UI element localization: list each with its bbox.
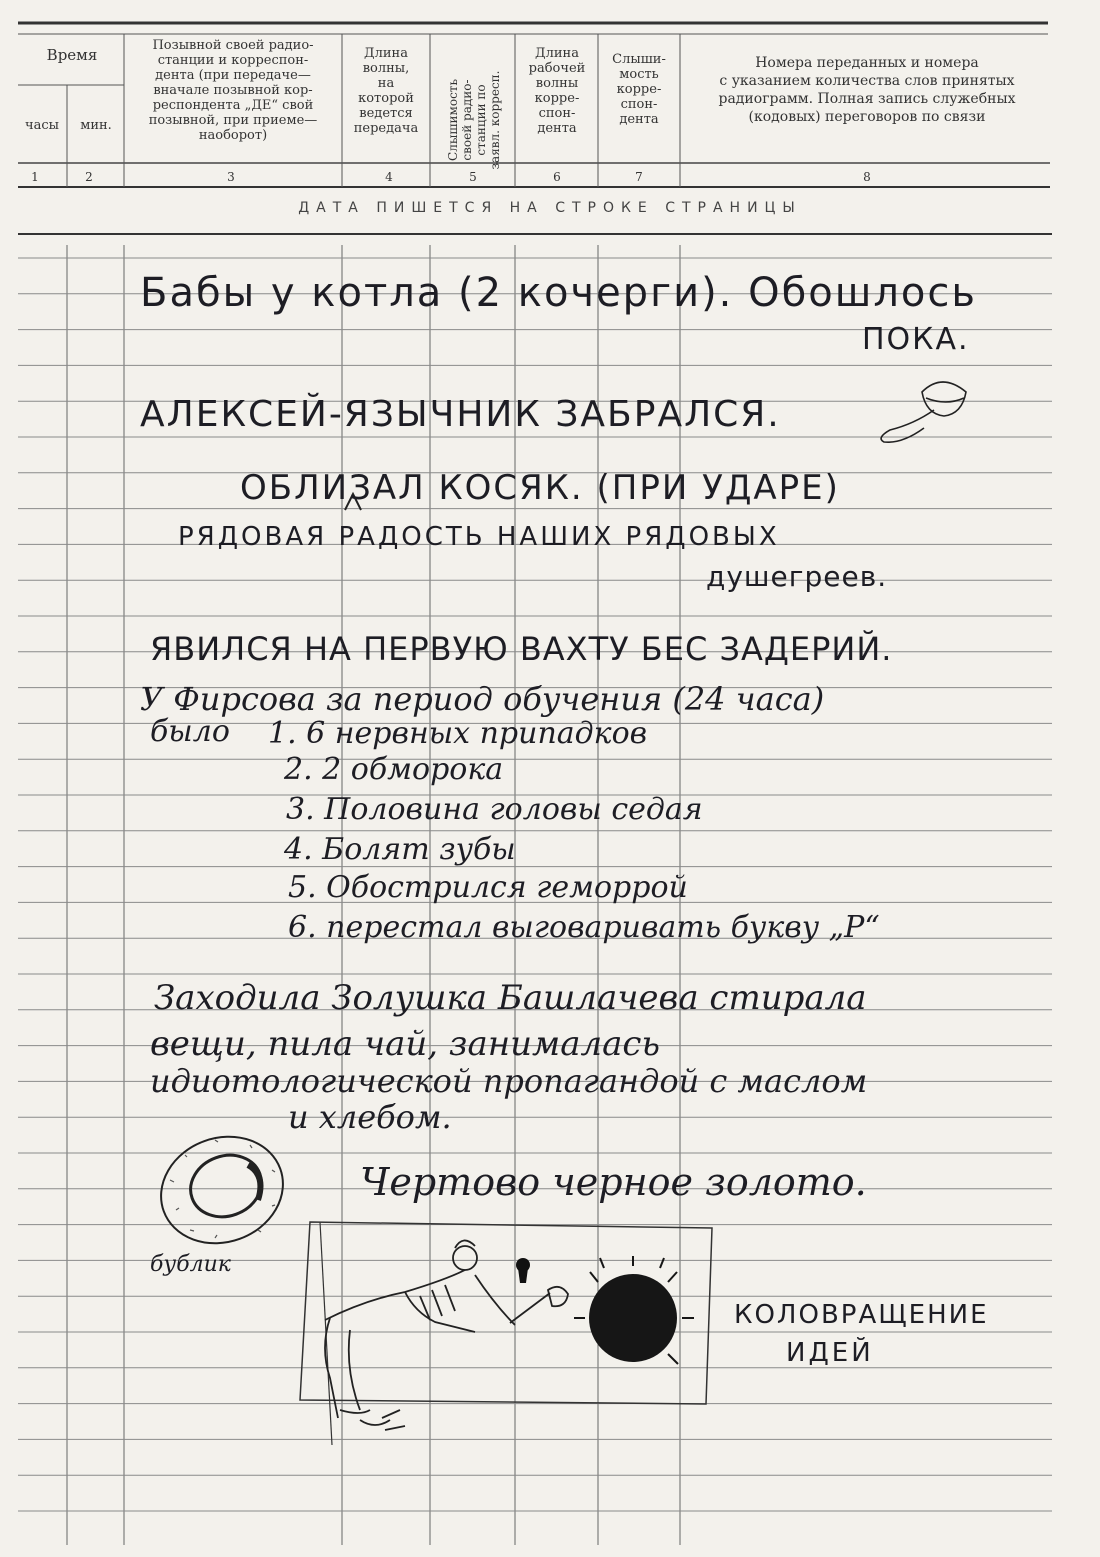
keyhole-icon bbox=[516, 1258, 530, 1283]
col-number-3: 3 bbox=[227, 170, 235, 184]
header-audibility-own: Слышимость своей радио-станции по заявл. корресп. bbox=[446, 70, 502, 170]
entry-line-6: У Фирсова за период обучения (24 часа) bbox=[140, 680, 825, 718]
paragraph-line-2: вещи, пила чай, занималась bbox=[150, 1024, 660, 1064]
col-number-1: 1 bbox=[31, 170, 39, 184]
paragraph-line-3: идиотологической пропагандой с маслом bbox=[150, 1062, 868, 1100]
header-work-wave: Длина рабочей волны корре- спон- дента bbox=[528, 46, 586, 136]
header-wavelength: Длина волны, на которой ведется передача bbox=[353, 46, 419, 136]
bublik-drawing bbox=[146, 1120, 298, 1260]
col-number-4: 4 bbox=[385, 170, 393, 184]
kolovrashchenie-line-2: ИДЕЙ bbox=[786, 1338, 874, 1368]
entry-line-3: ОБЛИЗАЛ КОСЯК. (ПРИ УДАРЕ) bbox=[240, 468, 840, 508]
entry-line-2: АЛЕКСЕЙ-ЯЗЫЧНИК ЗАБРАЛСЯ. bbox=[140, 394, 781, 435]
header-minutes: мин. bbox=[80, 118, 112, 133]
header-audibility-corr: Слыши- мость корре- спон- дента bbox=[612, 52, 666, 127]
black-ball-drawing bbox=[574, 1256, 694, 1364]
kolovrashchenie-line-1: КОЛОВРАЩЕНИЕ bbox=[734, 1300, 989, 1330]
mouth-tongue-drawing bbox=[881, 382, 966, 442]
list-item-5: 5. Обострился геморрой bbox=[288, 870, 688, 905]
header-numbers: Номера переданных и номера с указанием количества слов принятых радиограмм. Полная запись служебных (кодовых) переговоров по связи bbox=[718, 55, 1016, 125]
paragraph-line-1: Заходила Золушка Башлачева стирала bbox=[154, 978, 867, 1018]
col-number-6: 6 bbox=[553, 170, 561, 184]
list-item-6: 6. перестал выговаривать букву „Р“ bbox=[288, 910, 880, 945]
col-number-2: 2 bbox=[85, 170, 93, 184]
list-item-3: 3. Половина головы седая bbox=[286, 792, 703, 827]
date-notice: ДАТА ПИШЕТСЯ НА СТРОКЕ СТРАНИЦЫ bbox=[298, 200, 802, 216]
entry-line-1b: ПОКА. bbox=[862, 322, 970, 357]
list-item-4: 4. Болят зубы bbox=[284, 832, 516, 867]
col-number-5: 5 bbox=[469, 170, 477, 184]
entry-line-4: РЯДОВАЯ РАДОСТЬ НАШИХ РЯДОВЫХ bbox=[178, 522, 780, 552]
list-item-2: 2. 2 обморока bbox=[284, 752, 504, 787]
entry-line-4b: душегреев. bbox=[706, 560, 888, 593]
golden-line: Чертово черное золото. bbox=[360, 1160, 867, 1204]
paragraph-line-4: и хлебом. bbox=[288, 1098, 452, 1136]
col-number-7: 7 bbox=[635, 170, 643, 184]
header-hours: часы bbox=[25, 118, 59, 133]
entry-line-7-lead: было bbox=[150, 714, 230, 749]
entry-line-1: Бабы у котла (2 кочерги). Обошлось bbox=[140, 270, 977, 316]
list-item-1: 1. 6 нервных припадков bbox=[268, 716, 648, 751]
entry-line-5: ЯВИЛСЯ НА ПЕРВУЮ ВАХТУ БЕС ЗАДЕРИЙ. bbox=[150, 630, 893, 668]
header-time: Время bbox=[46, 46, 98, 64]
bublik-label: бублик bbox=[150, 1252, 231, 1277]
col-number-8: 8 bbox=[863, 170, 871, 184]
header-callsign: Позывной своей радио- станции и корреспон- дента (при передаче— вначале позывной кор- респондента „ДЕ“ свой позывной, при приеме— наоборот) bbox=[148, 38, 318, 143]
